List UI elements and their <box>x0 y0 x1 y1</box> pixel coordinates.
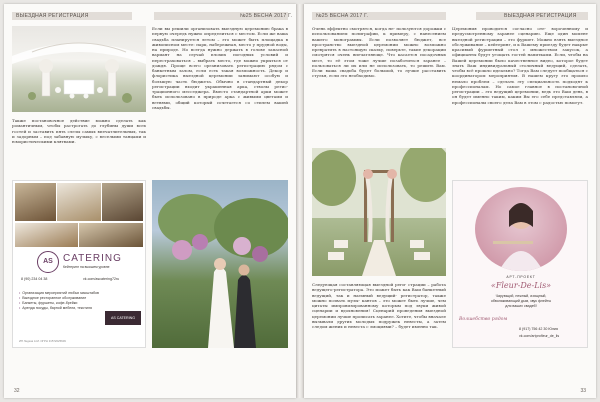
catering-services-list <box>19 291 99 311</box>
fleur-desc-line: для ваших свадеб! <box>505 304 537 308</box>
catering-photo-5 <box>79 223 143 247</box>
text-line: Церемония проводится согласно оте- <box>452 26 552 31</box>
text-line: полиграфии, к примеру, с нанесением вашего <box>312 31 446 42</box>
fleur-desc-line: Чарующий, нежный, изящный, <box>495 294 547 298</box>
text-line: использовано в природе арка с живыми <box>165 94 265 100</box>
text-line: определиться с местом. Если же ваша <box>203 31 288 37</box>
text-line: Что касается посадочных мест, то её этом <box>312 52 446 63</box>
text-line: пользоваться ли их или не использовать, то <box>312 62 418 68</box>
catering-service-item: • Банкеты, фуршеты, кофе-брейки <box>19 301 99 306</box>
text-line: пользуются дорожки с использованием <box>312 26 446 37</box>
text-line: Еще один момент выездной регистрации – <box>452 31 588 42</box>
text-line: возможно превратить в настоящую сказку, <box>312 41 446 52</box>
catering-ad <box>12 180 146 348</box>
text-line: Вместо стандартной арки может быть <box>152 89 288 100</box>
fleur-project-label: АРТ-ПРОЕКТ <box>506 275 536 279</box>
left-intro-text <box>12 118 146 168</box>
text-line: лучше прописать заранее. Хотите, чтобы <box>337 313 429 319</box>
text-line: индивидуальный столичный ведущий, <box>479 62 570 68</box>
right-upper-text-1 <box>312 26 446 146</box>
text-line: будут угощать гостей напитками. <box>478 52 555 58</box>
text-line: и перестраховаться – выбрать место, где <box>152 52 288 63</box>
couple-photo <box>152 180 288 348</box>
left-page-number: 32 <box>14 388 20 394</box>
catering-site: vk.com/ascatering72ru <box>83 277 120 281</box>
text-line: сочетается со стилем вашей свадьбы. <box>152 99 288 110</box>
text-line: занимают особую и большую часть бюджета. <box>152 73 288 84</box>
text-line: можно укрыться от дождя. <box>152 57 288 68</box>
text-line: монограммы. Если позволяет бюджет, все <box>333 36 446 42</box>
left-main-text <box>152 26 288 174</box>
text-line: Это может быть как Ваш банкетный <box>366 287 446 293</box>
fleur-description <box>453 294 588 309</box>
text-line: а профессионалы своего дела Вам в этом <box>452 94 588 105</box>
text-line: это Ваш день, в он будет именно таким, <box>452 89 588 100</box>
text-line: Обычно в стандартный декор регистрации <box>152 78 288 89</box>
text-line: качественное видео, которое будет знать Ваш <box>452 57 588 68</box>
text-line: цветами и ветвями, общий который <box>152 94 288 105</box>
fleur-site: vk.com/artprofleur_de_lis <box>519 334 560 338</box>
spread-gutter <box>296 4 304 398</box>
catering-brand-name: CATERING <box>63 253 122 264</box>
catering-phone: 8 (90) 234 04 38 <box>21 277 48 281</box>
text-line: импровизированному которым под звуки <box>331 303 432 308</box>
text-line: Но самое главное в постановочной <box>495 83 588 89</box>
catering-photo-strip-2 <box>13 223 145 247</box>
text-line: церемонию брака в первую очередь нужно <box>152 26 288 37</box>
text-line: приезду будет накрыт красивый фуршетный <box>452 41 588 52</box>
fleur-portrait-photo <box>475 187 567 271</box>
text-line: Но всегда нужно держать в голове запасной <box>182 47 288 52</box>
catering-tagline: Кейтеринг на высшем уровне <box>63 265 110 269</box>
text-line: это фуршет. Можно взять выездное <box>507 36 588 42</box>
left-header-issue: №25 ВЕСНА 2017 Г. <box>240 13 293 19</box>
text-line: сделать как романтичным, чтобы растрогать <box>12 118 146 129</box>
text-line: площадка в живописном месте: парк, <box>152 36 288 47</box>
text-line: мероприятия. В нашем кругу это прошло <box>488 73 588 79</box>
text-line: стол с множеством закусок, а официанты <box>452 47 588 58</box>
text-line: регистрации – это ведущий церемонии, ведь <box>452 89 553 94</box>
text-line: задорным – под забавную музыку, с <box>16 133 100 139</box>
text-line: веселыми танцами и юмористическими <box>12 133 146 144</box>
text-line: Проще всего организовать регистрацию <box>170 62 269 68</box>
text-line: эмоциями? – будет именно так. <box>369 324 439 329</box>
text-line: набережная, место у прудной воды, на <box>152 41 288 52</box>
catering-service-item: • Аренда посуды, барной мебели, текстиля <box>19 306 99 311</box>
text-line: сценарию. <box>518 31 545 37</box>
catering-small-print: ИП Ледков А.М. ОГРН 31572025609 <box>19 339 66 343</box>
right-upper-text-2 <box>452 26 588 176</box>
right-header-section: ВЫЕЗДНАЯ РЕГИСТРАЦИЯ <box>504 13 577 19</box>
fleur-phone: 8 (917) 756 42 30 Юлия <box>519 327 558 331</box>
text-line: свадьба планируется летом – это может быть <box>152 36 262 42</box>
text-line: пространство выездной церемонии можно <box>312 41 425 47</box>
text-line: ведущий, так и наемный ведущий- <box>312 292 401 298</box>
text-line: Если вы решили организовать выездную <box>152 26 245 31</box>
catering-photo-1 <box>15 183 56 221</box>
text-line: пять слезы самых впечатлительных, так и <box>12 128 146 139</box>
right-page-number: 33 <box>580 388 586 394</box>
wedding-venue-photo <box>12 26 146 112</box>
right-lower-text <box>312 282 446 352</box>
catering-service-item: • Организация мероприятий любых масштабов <box>19 291 99 296</box>
text-line: вороченному и предусмотренному заранее <box>452 26 588 37</box>
text-line: поверьте, такие декорации смотрятся очень <box>312 47 446 58</box>
text-line: вначале вызывали других молодых подружек <box>312 313 446 324</box>
text-line: Декор и флористика выездной церемонии <box>152 68 288 79</box>
text-line: Сценарий проведения выездной церемонии <box>312 308 446 319</box>
text-line: если это необходимо. <box>328 73 376 79</box>
text-line: природе. <box>159 47 183 52</box>
fleur-desc-line: обволакивающий дым, звук флейты <box>490 299 552 303</box>
as-logo-icon: AS <box>37 251 59 273</box>
right-header-issue: №25 ВЕСНА 2017 Г. <box>316 13 369 19</box>
ceremony-arch-photo <box>312 148 446 276</box>
catering-photo-2 <box>57 183 100 221</box>
fleur-brand: «Fleur-De-Lis» <box>490 281 552 290</box>
fleur-signature: Волшебство рядом <box>459 317 508 322</box>
text-line: кантов – это может быть лучше, чем цитаты <box>312 297 446 308</box>
text-line: клятвами. <box>53 139 76 144</box>
text-line: входит украшенная арка, стволы регис- <box>185 83 288 89</box>
catering-service-item: • Выездное ресторанное обслуживание <box>19 296 99 301</box>
text-line: рядом с банкетным залом, если есть такая <box>152 62 288 73</box>
right-page <box>304 4 596 398</box>
catering-photo-3 <box>102 183 143 221</box>
fleur-de-lis-ad <box>452 180 588 348</box>
text-line: живой сценарии и вдохновения! <box>312 303 446 314</box>
text-line: подходят к профессионалам. <box>452 78 588 89</box>
text-line: трационного месседжера. <box>152 89 213 94</box>
text-line: впечатляюще. <box>352 52 388 58</box>
left-header-section: ВЫЕЗДНАЯ РЕГИСТРАЦИЯ <box>16 13 89 19</box>
text-line: Если, чтобы на Вашей церемонии было <box>452 52 588 63</box>
catering-photo-strip <box>13 181 145 223</box>
text-line: большой, то лучше расставить стулья, <box>312 68 446 79</box>
text-line: Вам следует пообщаться с координатором <box>452 68 588 79</box>
catering-footer-logo: AS CATERING <box>105 311 141 325</box>
text-line: обслуживание – кейтеринг, и к Вашему <box>452 41 540 47</box>
text-line: сделать, чтобы всё прошло идеально? Тогда <box>452 62 588 73</box>
text-line: Также постановочное действие можно <box>12 118 116 123</box>
text-line: возможность. <box>236 68 269 73</box>
text-line: решить Вам. Если ваша свадьба будет <box>312 62 446 73</box>
text-line: вариант на случай плохих погодных условий <box>152 52 286 58</box>
text-line: регистратор, также можно позвать музы- <box>312 292 446 303</box>
text-line: страции – работа ведущего-регистратора. <box>312 282 446 293</box>
text-line: невесты, а затем следом жених и невеста с <box>312 318 446 329</box>
text-line: каким Вы его себе представляли, <box>507 94 586 100</box>
text-line: немало проблем – сделать эту специальность <box>452 78 563 84</box>
text-line: Следующая составляющая выездной реги- <box>312 282 409 287</box>
left-page <box>4 4 296 398</box>
text-line: с радостью помогут. <box>539 99 584 105</box>
text-line: Очень эффектно смотрятся, когда не- <box>312 26 397 31</box>
text-line: тоже лучше позаботиться заранее – <box>357 57 446 63</box>
catering-photo-4 <box>15 223 78 247</box>
text-line: до глубины души всех гостей и заставить <box>12 123 146 134</box>
